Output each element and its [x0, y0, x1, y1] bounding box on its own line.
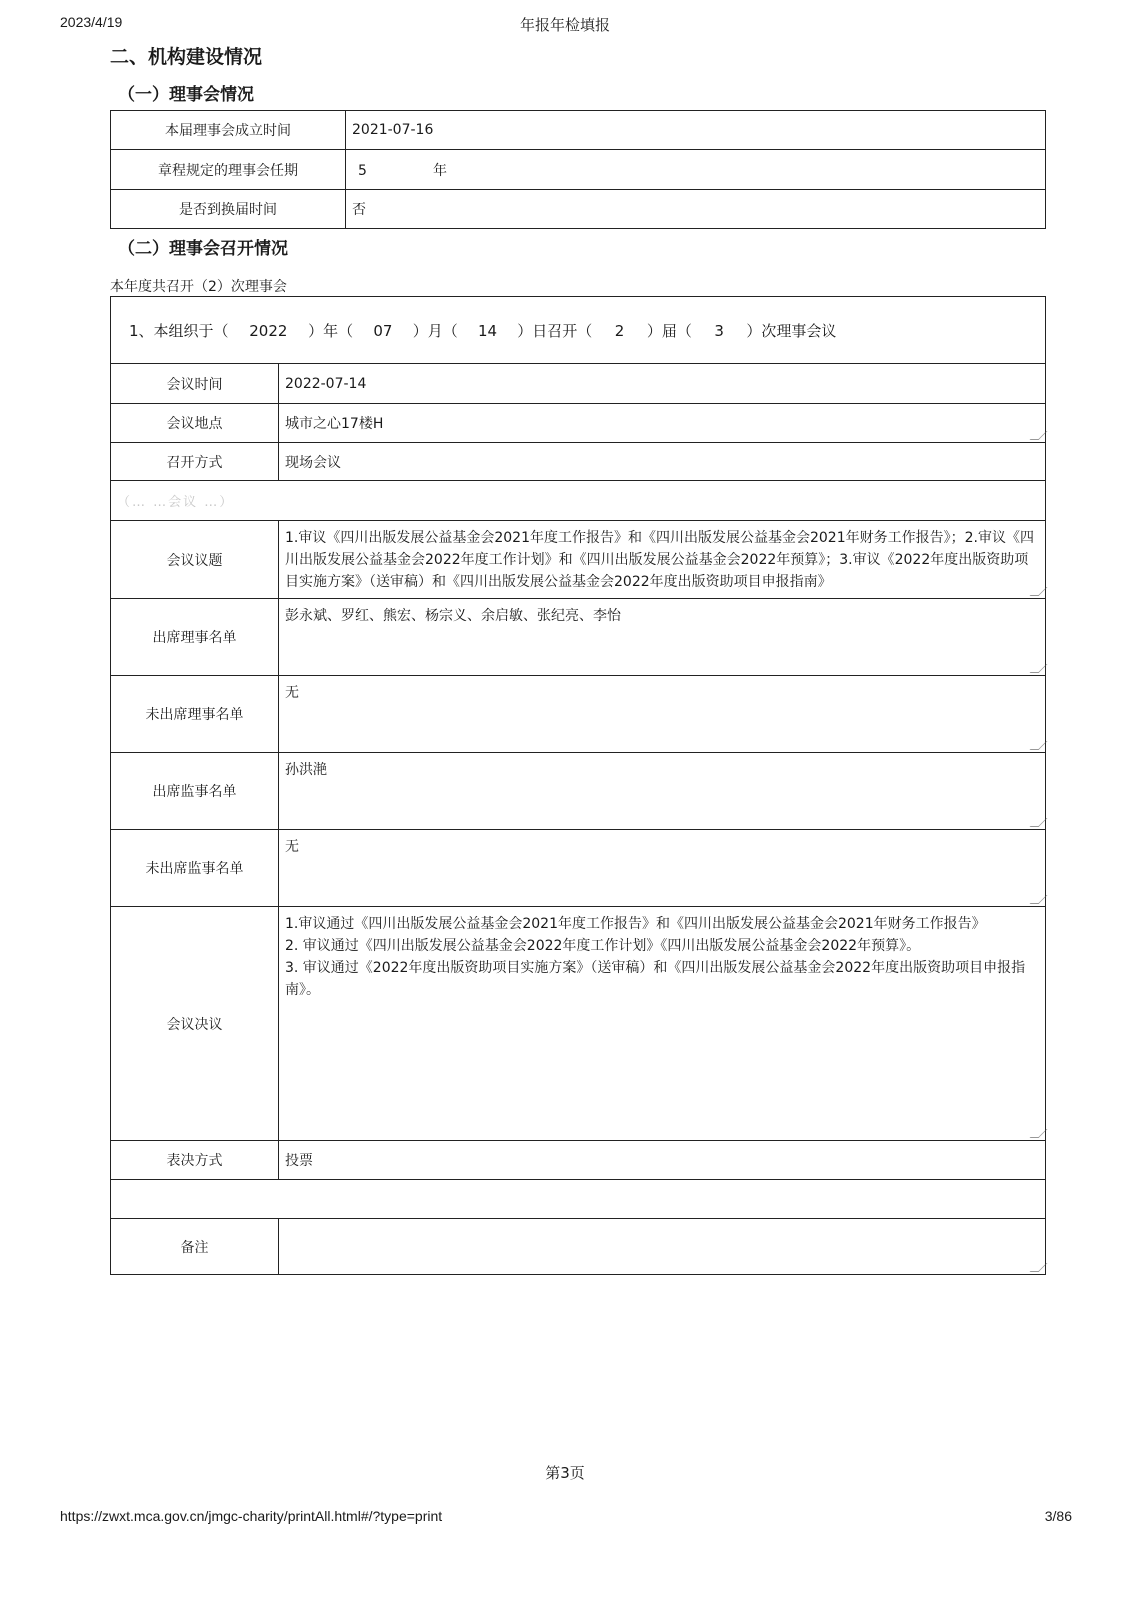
resolution-item: 2. 审议通过《四川出版发展公益基金会2022年度工作计划》《四川出版发展公益基金会2022年预算》。 — [285, 938, 921, 954]
page-number: 第3页 — [545, 1464, 585, 1482]
table-row — [111, 1141, 1046, 1180]
absent-supervisors-cell[interactable] — [279, 830, 1046, 907]
subsection-meetings: （二）理事会召开情况 — [118, 239, 288, 259]
meeting-table — [110, 296, 1046, 1275]
table-row — [111, 1219, 1046, 1275]
attending-supervisors-label: 出席监事名单 — [111, 753, 279, 830]
meeting-mode-label: 召开方式 — [111, 443, 279, 481]
table-row — [111, 190, 1046, 229]
meeting-mode-value[interactable]: 现场会议 — [279, 443, 1046, 481]
heading-month-suffix: ）月（ — [412, 321, 458, 340]
attending-directors-value: 彭永斌、罗红、熊宏、杨宗义、余启敏、张纪亮、李怡 — [285, 608, 621, 624]
reelection-label: 是否到换届时间 — [111, 190, 346, 229]
faded-row: （… …会议 …） — [111, 481, 1046, 521]
table-row — [111, 404, 1046, 443]
print-date: 2023/4/19 — [60, 14, 123, 30]
subsection-board-info: （一）理事会情况 — [118, 85, 254, 105]
attending-supervisors-cell[interactable] — [279, 753, 1046, 830]
resolution-item: 3. 审议通过《2022年度出版资助项目实施方案》（送审稿）和《四川出版发展公益基金会2022年度出版资助项目申报指南》。 — [285, 960, 1026, 998]
resolution-label: 会议决议 — [111, 907, 279, 1141]
meeting-heading-row — [111, 297, 1046, 364]
term-start-value[interactable]: 2021-07-16 — [346, 111, 1046, 150]
absent-directors-label: 未出席理事名单 — [111, 676, 279, 753]
resolution-item: 1.审议通过《四川出版发展公益基金会2021年度工作报告》和《四川出版发展公益基金会2021年财务工作报告》 — [285, 916, 986, 932]
remarks-cell[interactable] — [279, 1219, 1046, 1275]
empty-row — [111, 1180, 1046, 1219]
meeting-topic-value: 1.审议《四川出版发展公益基金会2021年度工作报告》和《四川出版发展公益基金会2021年财务工作报告》；2.审议《四川出版发展公益基金会2022年度工作计划》和《四川出版发展公益基金会2022年预算》；3.审议《2022年度出版资助项目实施方案》（送审稿）和《四川出版发展公益基金会2022年度出版资助项目申报指南》 — [285, 529, 1034, 590]
meeting-month[interactable]: 07 — [373, 321, 393, 340]
section-title: 二、机构建设情况 — [110, 46, 263, 68]
page-header-title: 年报年检填报 — [519, 16, 610, 34]
table-row — [111, 521, 1046, 599]
remarks-label: 备注 — [111, 1219, 279, 1275]
table-row — [111, 1180, 1046, 1219]
resize-handle-icon[interactable] — [1030, 1263, 1048, 1272]
resize-handle-icon[interactable] — [1030, 1129, 1048, 1138]
term-length-label: 章程规定的理事会任期 — [111, 150, 346, 190]
table-row — [111, 364, 1046, 404]
meeting-year[interactable]: 2022 — [249, 321, 288, 340]
resize-handle-icon[interactable] — [1030, 818, 1048, 827]
heading-prefix: 1、本组织于（ — [129, 321, 229, 340]
meeting-heading — [111, 297, 1046, 364]
heading-day-suffix: ）日召开（ — [517, 321, 593, 340]
absent-directors-cell[interactable] — [279, 676, 1046, 753]
meeting-session[interactable]: 2 — [614, 321, 625, 340]
table-row — [111, 907, 1046, 1141]
meeting-count: 本年度共召开（2）次理事会 — [110, 279, 287, 295]
attending-directors-label: 出席理事名单 — [111, 599, 279, 676]
page-count: 3/86 — [1044, 1508, 1072, 1524]
heading-year-suffix: ）年（ — [308, 321, 354, 340]
table-row — [111, 830, 1046, 907]
term-length-cell — [346, 150, 1046, 190]
attending-supervisors-value: 孙洪滟 — [285, 762, 327, 778]
vote-method-value[interactable]: 投票 — [279, 1141, 1046, 1180]
table-row — [111, 599, 1046, 676]
term-start-label: 本届理事会成立时间 — [111, 111, 346, 150]
meeting-place-label: 会议地点 — [111, 404, 279, 443]
resolution-cell[interactable] — [279, 907, 1046, 1141]
absent-directors-value: 无 — [285, 685, 299, 701]
meeting-topic-cell[interactable] — [279, 521, 1046, 599]
term-length-value[interactable]: 5 — [358, 162, 367, 179]
table-row — [111, 753, 1046, 830]
table-row — [111, 111, 1046, 150]
reelection-value[interactable]: 否 — [346, 190, 1046, 229]
meeting-place-cell[interactable] — [279, 404, 1046, 443]
resize-handle-icon[interactable] — [1030, 587, 1048, 596]
print-url: https://zwxt.mca.gov.cn/jmgc-charity/printAll.html#/?type=print — [60, 1508, 443, 1524]
resize-handle-icon[interactable] — [1030, 431, 1048, 440]
resize-handle-icon[interactable] — [1030, 895, 1048, 904]
meeting-number[interactable]: 3 — [714, 321, 724, 340]
table-row — [111, 150, 1046, 190]
resize-handle-icon[interactable] — [1030, 664, 1048, 673]
vote-method-label: 表决方式 — [111, 1141, 279, 1180]
absent-supervisors-label: 未出席监事名单 — [111, 830, 279, 907]
meeting-time-label: 会议时间 — [111, 364, 279, 404]
heading-number-suffix: ）次理事会议 — [746, 321, 837, 340]
meeting-topic-label: 会议议题 — [111, 521, 279, 599]
meeting-place-value: 城市之心17楼H — [285, 416, 384, 432]
meeting-time-value[interactable]: 2022-07-14 — [279, 364, 1046, 404]
resize-handle-icon[interactable] — [1030, 741, 1048, 750]
table-row — [111, 676, 1046, 753]
board-info-table — [110, 110, 1046, 229]
absent-supervisors-value: 无 — [285, 839, 299, 855]
table-row — [111, 481, 1046, 521]
table-row — [111, 443, 1046, 481]
term-length-unit: 年 — [433, 162, 447, 179]
heading-session-suffix: ）届（ — [646, 321, 692, 340]
attending-directors-cell[interactable] — [279, 599, 1046, 676]
meeting-day[interactable]: 14 — [477, 321, 498, 340]
